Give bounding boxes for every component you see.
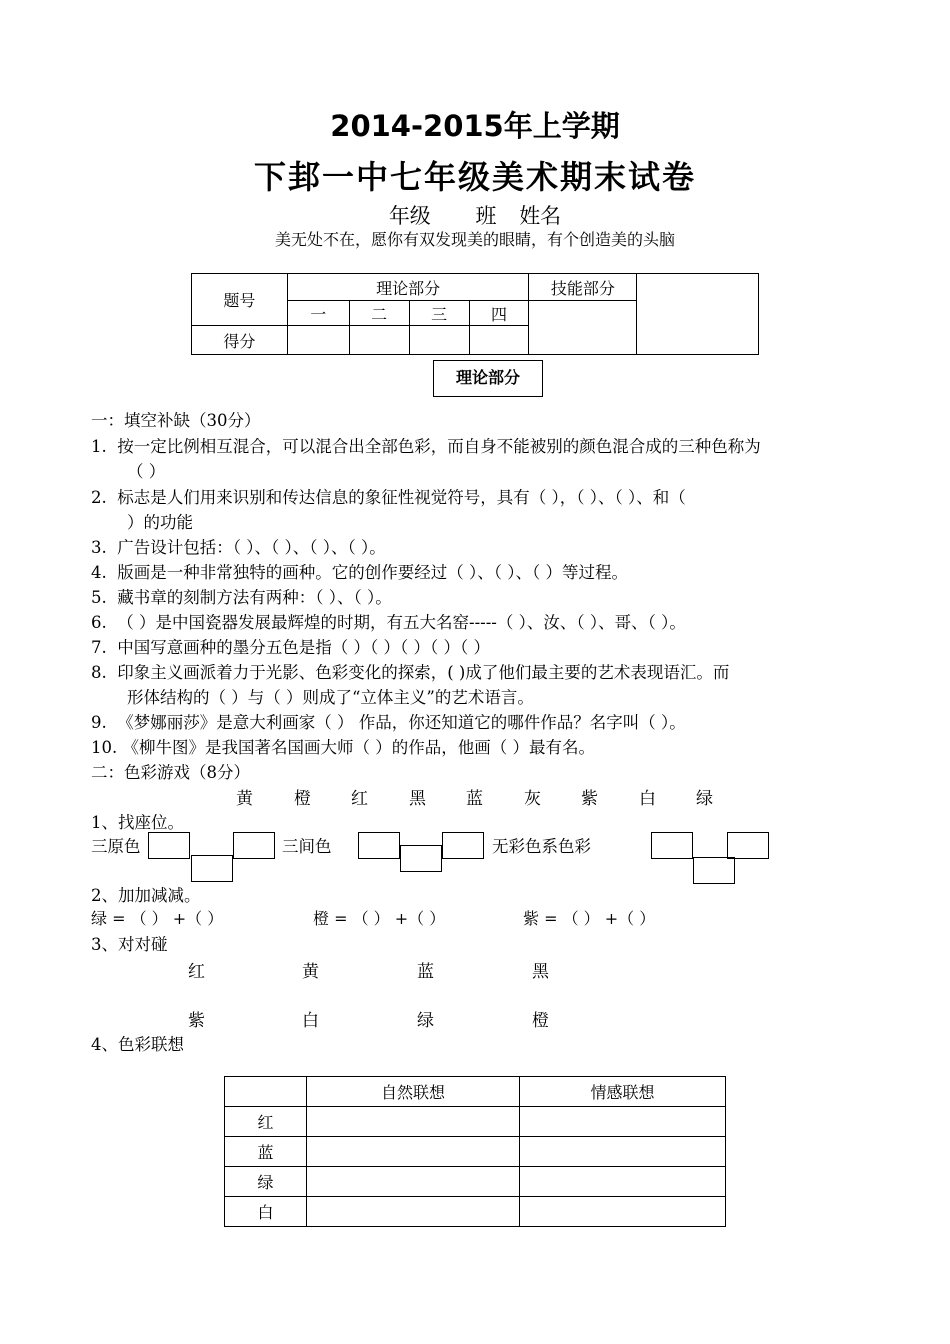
assoc-answer-cell[interactable] — [520, 1137, 726, 1167]
question-8 — [91, 659, 729, 683]
question-num: 6. — [91, 613, 107, 632]
score-table — [191, 273, 759, 355]
assoc-answer-cell[interactable] — [307, 1197, 520, 1227]
assoc-answer-cell[interactable] — [307, 1137, 520, 1167]
sub1-heading: 1、找座位。 — [91, 813, 184, 832]
question-text: 广告设计包括：（ ）、（ ）、（ ）、（ ）。 — [117, 538, 386, 557]
question-num: 7. — [91, 638, 107, 657]
sub2-heading: 2、加加减减。 — [91, 886, 201, 905]
match-item: 橙 — [532, 1011, 549, 1031]
exam-title-year: 2014-2015年上学期 — [330, 109, 620, 143]
color-association-table — [224, 1076, 726, 1227]
question-8-cont: 形体结构的（ ）与（ ）则成了“立体主义”的艺术语言。 — [127, 688, 534, 707]
color-word: 黄 — [236, 789, 253, 809]
color-word: 蓝 — [466, 789, 483, 809]
question-num: 3. — [91, 538, 107, 557]
skill-header: 技能部分 — [529, 274, 637, 301]
skill-score-cell — [529, 301, 637, 355]
score-row-label: 得分 — [192, 326, 288, 355]
score-cell — [409, 326, 469, 355]
student-info-line — [0, 200, 950, 230]
color-word: 黑 — [409, 789, 426, 809]
color-word: 紫 — [581, 789, 598, 809]
question-2-cont: ）的功能 — [127, 513, 193, 532]
seat-label-secondary: 三间色 — [282, 837, 332, 856]
assoc-header-natural: 自然联想 — [307, 1077, 520, 1107]
seat-box[interactable] — [191, 855, 233, 882]
question-text: （ ）是中国瓷器发展最辉煌的时期，有五大名窑-----（ ）、汝、（ ）、哥、（ ）。 — [117, 613, 686, 632]
assoc-row-label: 蓝 — [225, 1137, 307, 1167]
section-title-theory: 理论部分 — [433, 360, 543, 397]
color-word: 灰 — [524, 789, 541, 809]
question-num: 10. — [91, 738, 118, 757]
assoc-answer-cell[interactable] — [307, 1167, 520, 1197]
assoc-answer-cell[interactable] — [520, 1107, 726, 1137]
match-item: 黑 — [532, 962, 549, 982]
question-6 — [91, 609, 686, 633]
question-7 — [91, 634, 490, 658]
sub3-heading: 3、对对碰 — [91, 935, 168, 954]
color-word: 橙 — [294, 789, 311, 809]
seat-box[interactable] — [651, 832, 693, 859]
assoc-answer-cell[interactable] — [307, 1107, 520, 1137]
score-cell — [349, 326, 409, 355]
seat-label-primary: 三原色 — [91, 837, 141, 856]
question-5 — [91, 584, 392, 608]
color-word: 绿 — [696, 789, 713, 809]
question-text: 按一定比例相互混合，可以混合出全部色彩，而自身不能被别的颜色混合成的三种色称为 — [117, 437, 761, 456]
question-text: 藏书章的刻制方法有两种：（ ）、（ ）。 — [117, 588, 392, 607]
score-cell — [287, 326, 349, 355]
question-text: 《柳牛图》是我国著名国画大师（ ）的作品，他画（ ）最有名。 — [122, 738, 595, 757]
question-num: 8. — [91, 663, 107, 682]
match-item: 白 — [302, 1011, 319, 1031]
seat-box[interactable] — [358, 832, 400, 859]
seat-box[interactable] — [233, 832, 275, 859]
sub4-heading: 4、色彩联想 — [91, 1035, 184, 1054]
assoc-header-blank — [225, 1077, 307, 1107]
class-label: 班 — [475, 204, 497, 228]
question-2 — [91, 484, 686, 508]
question-num: 9. — [91, 713, 107, 732]
sub-col-2: 二 — [349, 301, 409, 326]
match-item: 绿 — [417, 1011, 434, 1031]
question-num: 1. — [91, 437, 107, 456]
assoc-row-label: 绿 — [225, 1167, 307, 1197]
question-num: 2. — [91, 488, 107, 507]
assoc-answer-cell[interactable] — [520, 1167, 726, 1197]
score-cell — [469, 326, 529, 355]
question-1-cont: （ ） — [127, 462, 166, 481]
seat-box[interactable] — [442, 832, 484, 859]
equation-purple: 紫 = （ ） +（ ） — [523, 909, 656, 928]
question-num: 4. — [91, 563, 107, 582]
question-1 — [91, 433, 761, 457]
question-num: 5. — [91, 588, 107, 607]
name-label: 姓名 — [519, 204, 562, 228]
sub-col-4: 四 — [469, 301, 529, 326]
question-text: 中国写意画种的墨分五色是指（ ）（ ）（ ）（ ）（ ） — [117, 638, 490, 657]
match-item: 黄 — [302, 962, 319, 982]
exam-title-main: 下邽一中七年级美术期末试卷 — [253, 158, 696, 196]
sub-col-1: 一 — [287, 301, 349, 326]
question-9 — [91, 709, 686, 733]
question-10 — [91, 734, 595, 758]
color-word: 红 — [351, 789, 368, 809]
seat-box[interactable] — [148, 832, 190, 859]
part2-heading: 二：色彩游戏（8分） — [91, 763, 250, 782]
assoc-header-emotional: 情感联想 — [520, 1077, 726, 1107]
part1-heading: 一：填空补缺（30分） — [91, 411, 261, 430]
color-word: 白 — [639, 789, 656, 809]
motto: 美无处不在，愿你有双发现美的眼睛，有个创造美的头脑 — [274, 230, 675, 249]
seat-label-achromatic: 无彩色系色彩 — [492, 837, 591, 856]
seat-box[interactable] — [400, 845, 442, 872]
assoc-row-label: 红 — [225, 1107, 307, 1137]
assoc-row-label: 白 — [225, 1197, 307, 1227]
assoc-answer-cell[interactable] — [520, 1197, 726, 1227]
grade-label: 年级 — [388, 204, 431, 228]
question-no-header: 题号 — [192, 274, 288, 326]
question-text: 《梦娜丽莎》是意大利画家（ ） 作品，你还知道它的哪件作品？名字叫（ ）。 — [117, 713, 686, 732]
equation-green: 绿 = （ ） +（ ） — [91, 909, 224, 928]
seat-box[interactable] — [693, 857, 735, 884]
equation-orange: 橙 = （ ） +（ ） — [313, 909, 446, 928]
total-cell — [637, 274, 759, 355]
seat-box[interactable] — [727, 832, 769, 859]
question-3 — [91, 534, 386, 558]
match-item: 蓝 — [417, 962, 434, 982]
match-item: 红 — [188, 962, 205, 982]
question-text: 标志是人们用来识别和传达信息的象征性视觉符号，具有（ ），（ ）、（ ）、和（ — [117, 488, 686, 507]
question-text: 版画是一种非常独特的画种。它的创作要经过（ ）、（ ）、（ ）等过程。 — [117, 563, 628, 582]
match-item: 紫 — [188, 1011, 205, 1031]
theory-header: 理论部分 — [287, 274, 529, 301]
question-4 — [91, 559, 628, 583]
sub-col-3: 三 — [409, 301, 469, 326]
question-text: 印象主义画派着力于光影、色彩变化的探索，( )成了他们最主要的艺术表现语汇。而 — [117, 663, 730, 682]
